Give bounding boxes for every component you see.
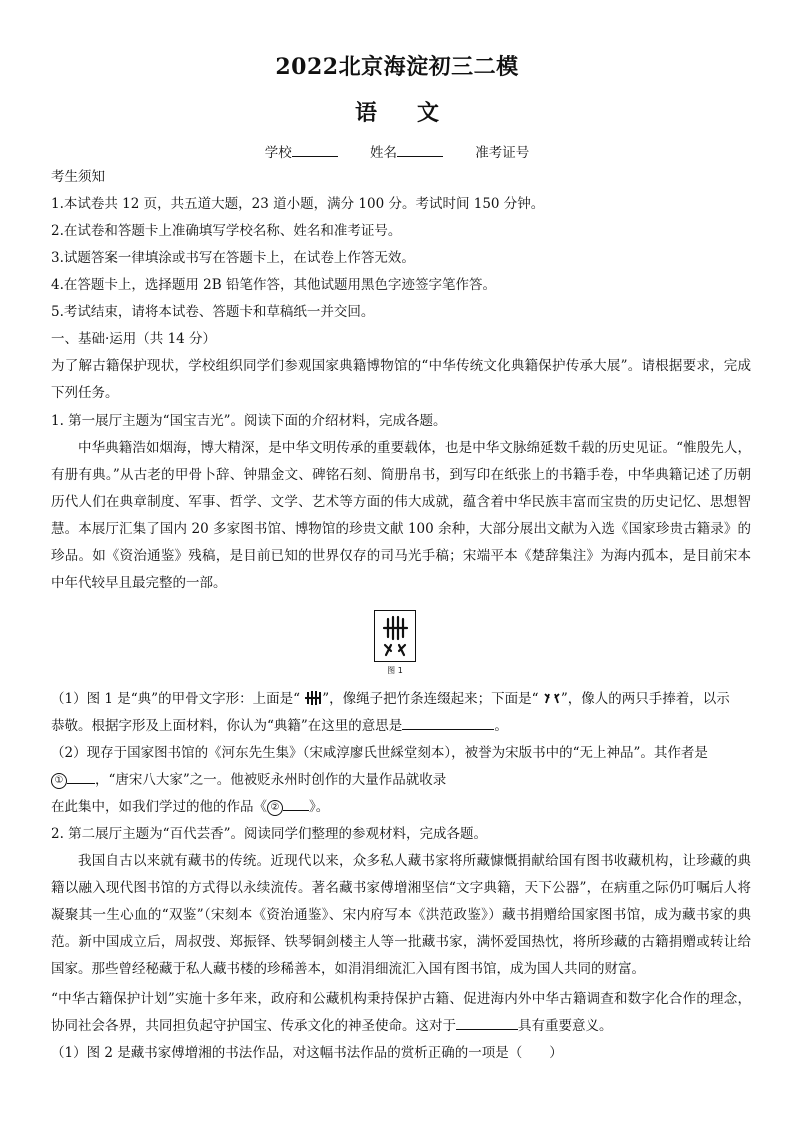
q2-passage: 我国自古以来就有藏书的传统。近现代以来，众多私人藏书家将所藏慷慨捐献给国有图书收藏机构，让珍藏的典籍以融入现代图书馆的方式得以永续流传。著名藏书家傅增湘坚信“文字典籍，天下公器”，在病重之际仍叮嘱后人将凝聚其一生心血的“双鉴”（宋刻本《资治通鉴》、宋内府写本《洪范政鉴》）藏书捐赠给国家图书馆，成为藏书家的典范。新中国成立后，周叔弢、郑振铎、铁琴铜剑楼主人等一批藏书家，满怀爱国热忱，将所珍藏的古籍捐赠或转让给国家。那些曾经秘藏于私人藏书楼的珍稀善本，如涓涓细流汇入国有图书馆，成为国人共同的财富。 (51, 853, 751, 977)
blank-marker-1: ① (51, 773, 67, 789)
section1-heading: 一、基础·运用（共 14 分） (51, 331, 217, 347)
q2-title: 2. 第二展厅主题为“百代芸香”。阅读同学们整理的参观材料，完成各题。 (51, 826, 487, 842)
notice-item-5: 5.考试结束，请将本试卷、答题卡和草稿纸一并交回。 (51, 304, 375, 320)
q1-2-line2: ① ，“唐宋八大家”之一。他被贬永州时创作的大量作品就收录 (51, 767, 751, 794)
blank-marker-2: ② (267, 800, 283, 816)
subject-title: 语文 (354, 100, 479, 126)
oracle-bone-ce-glyph-icon (304, 689, 322, 716)
q1-2-line1: （2）现存于国家图书馆的《河东先生集》（宋咸淳廖氏世綵堂刻本），被誉为宋版书中的“无上神品”。其作者是 (51, 745, 708, 761)
figure-oracle-bone-dian (374, 610, 416, 662)
name-field: 姓名 (370, 145, 443, 161)
oracle-bone-hands-glyph-icon (543, 689, 561, 716)
figure-1-caption: 图 1 (387, 666, 403, 675)
answer-blank[interactable] (402, 715, 494, 730)
notice-item-3: 3.试题答案一律填涂或书写在答题卡上，在试卷上作答无效。 (51, 250, 415, 266)
student-info-fields (0, 141, 794, 161)
school-field: 学校 (265, 145, 338, 161)
q1-passage: 中华典籍浩如烟海，博大精深，是中华文明传承的重要载体，也是中华文脉绵延数千载的历史见证。“惟殷先人，有册有典。”从古老的甲骨卜辞、钟鼎金文、碑铭石刻、简册帛书，到写印在纸张上的书籍手卷，中华典籍记述了历朝历代人们在典章制度、军事、哲学、文学、艺术等方面的伟大成就，蕴含着中华民族丰富而宝贵的历史记忆、思想智慧。本展厅汇集了国内 20 多家图书馆、博物馆的珍贵文献 100 余种，大部分展出文献为入选《国家珍贵古籍录》的珍品。如《资治通鉴》残稿，是目前已知的世界仅存的司马光手稿；宋端平本《楚辞集注》为海内孤本，是目前宋本中年代较早且最完整的一部。 (51, 440, 751, 591)
section1-intro: 为了解古籍保护现状，学校组织同学们参观国家典籍博物馆的“中华传统文化典籍保护传承大展”。请根据要求，完成下列任务。 (51, 358, 751, 401)
answer-blank-1[interactable] (67, 769, 95, 784)
notice-item-4: 4.在答题卡上，选择题用 2B 铅笔作答，其他试题用黑色字迹签字笔作答。 (51, 277, 496, 293)
answer-blank-3[interactable] (456, 1015, 518, 1030)
notice-item-1: 1.本试卷共 12 页，共五道大题，23 道小题，满分 100 分。考试时间 150 分钟。 (51, 196, 545, 212)
q1-title: 1. 第一展厅主题为“国宝吉光”。阅读下面的介绍材料，完成各题。 (51, 413, 447, 429)
exam-title: 2022北京海淀初三二模 (275, 54, 519, 80)
answer-blank-2[interactable] (283, 796, 309, 811)
q2-1: （1）图 2 是藏书家傅增湘的书法作品，对这幅书法作品的赏析正确的一项是（ ） (51, 1045, 563, 1061)
exam-id-field: 准考证号 (475, 145, 530, 161)
oracle-bone-glyph-icon (375, 611, 415, 661)
q2-passage-2: “中华古籍保护计划”实施十多年来，政府和公藏机构秉持保护古籍、促进海内外中华古籍调查和数字化合作的理念，协同社会各界，共同担负起守护国宝、传承文化的神圣使命。这对于 具有重要意义。 (51, 991, 751, 1034)
q1-1-line1: （1）图 1 是“典”的甲骨文字形：上面是“ ”，像绳子把竹条连缀起来；下面是“ ”，像人的两只手捧着，以示 (51, 686, 751, 716)
q1-1-line2: 恭敬。根据字形及上面材料，你认为“典籍”在这里的意思是 。 (51, 713, 751, 740)
notice-item-2: 2.在试卷和答题卡上准确填写学校名称、姓名和准考证号。 (51, 223, 402, 239)
q1-2-line3: 在此集中，如我们学过的他的作品《 ② 》。 (51, 794, 751, 821)
notice-heading: 考生须知 (51, 169, 105, 185)
